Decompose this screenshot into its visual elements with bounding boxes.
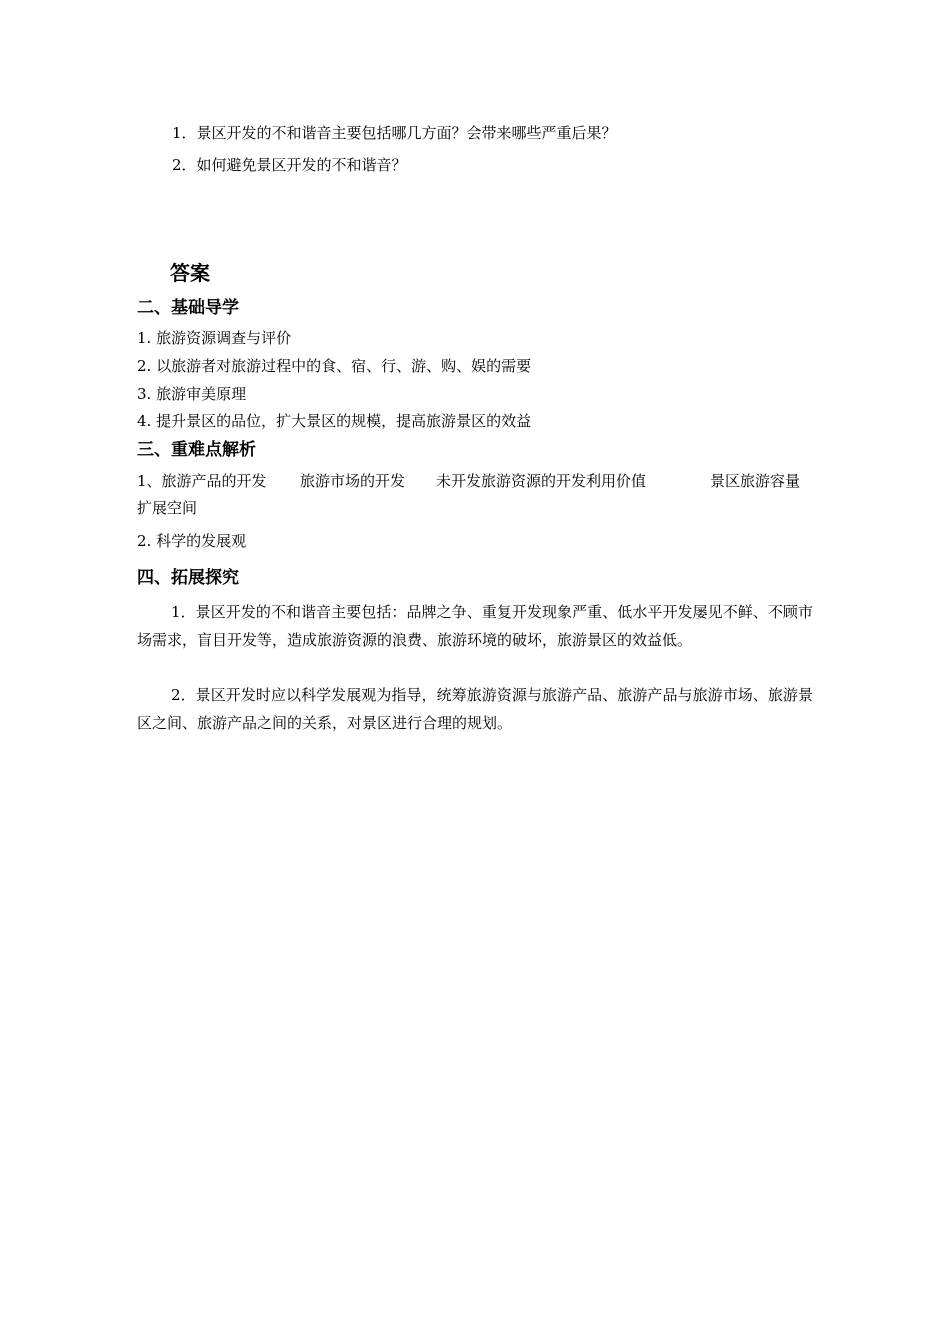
key-point-1-part-2: 旅游市场的开发 [300, 472, 406, 490]
section-heading-extension: 四、拓展探究 [137, 568, 239, 588]
section-heading-key-points: 三、重难点解析 [137, 440, 256, 460]
basics-item-2: 2. 以旅游者对旅游过程中的食、宿、行、游、购、娱的需要 [137, 357, 532, 375]
section-heading-basics: 二、基础导学 [137, 298, 239, 318]
key-point-1-part-1: 1、旅游产品的开发 [137, 472, 267, 490]
key-point-1-part-5: 扩展空间 [137, 499, 198, 517]
key-point-1-part-4: 景区旅游容量 [710, 472, 801, 490]
extension-paragraph-1: 1．景区开发的不和谐音主要包括：品牌之争、重复开发现象严重、低水平开发屡见不鲜、不顾市场需求，盲目开发等，造成旅游资源的浪费、旅游环境的破坏，旅游景区的效益低。 [137, 603, 813, 649]
key-point-1-part-3: 未开发旅游资源的开发利用价值 [436, 472, 647, 490]
question-2: 2．如何避免景区开发的不和谐音？ [172, 156, 407, 174]
key-point-2: 2. 科学的发展观 [137, 532, 247, 550]
answer-title: 答案 [170, 261, 210, 285]
extension-paragraph-2: 2．景区开发时应以科学发展观为指导，统筹旅游资源与旅游产品、旅游产品与旅游市场、旅游景区之间、旅游产品之间的关系，对景区进行合理的规划。 [137, 686, 813, 732]
basics-item-1: 1. 旅游资源调查与评价 [137, 329, 292, 347]
basics-item-3: 3. 旅游审美原理 [137, 385, 247, 403]
question-1: 1．景区开发的不和谐音主要包括哪几方面？会带来哪些严重后果？ [172, 124, 617, 142]
basics-item-4: 4. 提升景区的品位，扩大景区的规模，提高旅游景区的效益 [137, 412, 532, 430]
